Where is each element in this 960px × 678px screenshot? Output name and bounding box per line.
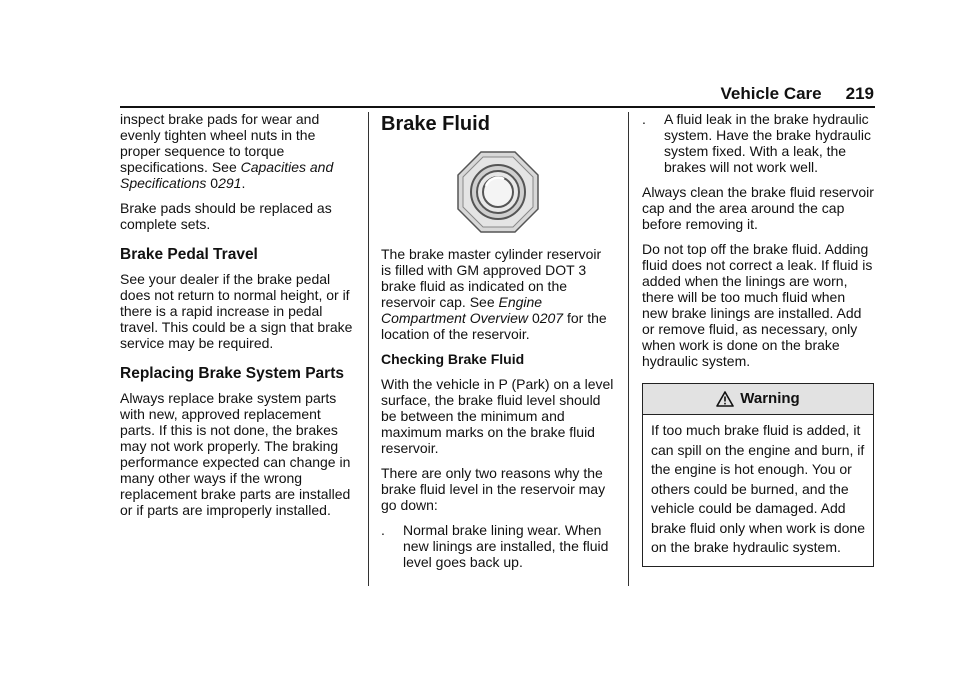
clean-cap-paragraph: Always clean the brake fluid reservoir cap and the area around the cap before removing it.	[642, 184, 874, 232]
brake-pad-paragraph: inspect brake pads for wear and evenly tighten wheel nuts in the proper sequence to torque specifications. See Capacities and Specifications 0291.	[120, 111, 334, 191]
replacing-parts-paragraph: Always replace brake system parts with new, approved replacement parts. If this is not done, the brakes may not work properly. The braking performance expected can change in many other ways if the wrong replacement brake parts are installed or if parts are improperly installed.	[120, 390, 351, 518]
column-3	[642, 108, 874, 567]
engine-compartment-link[interactable]: Engine Compartment Overview	[381, 294, 543, 326]
page-ref-glyph: 0	[210, 175, 219, 191]
column-2	[381, 108, 615, 579]
warning-header	[643, 384, 873, 415]
column-divider-1	[368, 112, 369, 586]
checking-paragraph: With the vehicle in P (Park) on a level surface, the brake fluid level should be between the minimum and maximum marks on the brake fluid reservoir.	[381, 376, 614, 456]
brake-pads-sets-paragraph: Brake pads should be replaced as complete sets.	[120, 200, 332, 232]
top-off-paragraph: Do not top off the brake fluid. Adding fluid does not correct a leak. If fluid is added when the linings are worn, there will be too much fluid when new brake linings are installed. Add or remove fluid, as necessary, only when work is done on the brake hydraulic system.	[642, 241, 873, 369]
brake-fluid-cap-icon	[456, 150, 540, 234]
bullet-item-2: . A fluid leak in the brake hydraulic system. Have the brake hydraulic system fixed. With a leak, the brakes will not work well.	[642, 111, 871, 175]
page-ref-291[interactable]: 291	[218, 175, 242, 191]
column-divider-2	[628, 112, 629, 586]
warning-box	[642, 383, 874, 567]
heading-brake-pedal-travel: Brake Pedal Travel	[120, 246, 258, 263]
warning-text: If too much brake fluid is added, it can spill on the engine and burn, if the engine is hot enough. You or others could be burned, and the vehicle could be damaged. Add brake fluid only when work is done on the brake hydraulic system.	[651, 422, 866, 555]
section-title: Vehicle Care	[720, 84, 822, 103]
bullet-glyph: .	[642, 111, 646, 127]
reservoir-paragraph: The brake master cylinder reservoir is filled with GM approved DOT 3 brake fluid as indicated on the reservoir cap. See Engine Compartment Overview 0207 for the location of the reservoir.	[381, 246, 607, 342]
warning-title: Warning	[740, 390, 800, 407]
page-ref-glyph: 0	[531, 310, 540, 326]
column-1	[120, 108, 356, 527]
brake-pedal-paragraph: See your dealer if the brake pedal does not return to normal height, or if there is a rapid increase in pedal travel. This could be a sign that brake service may be required.	[120, 271, 353, 351]
bullet-glyph: .	[381, 522, 385, 538]
heading-replacing-parts: Replacing Brake System Parts	[120, 365, 344, 382]
page-ref-207[interactable]: 207	[539, 310, 564, 326]
heading-brake-fluid: Brake Fluid	[381, 113, 490, 135]
reasons-paragraph: There are only two reasons why the brake fluid level in the reservoir may go down:	[381, 465, 606, 513]
page-number: 219	[845, 84, 874, 103]
warning-icon	[716, 391, 734, 407]
page-header	[721, 84, 875, 104]
bullet-item-1: . Normal brake lining wear. When new linings are installed, the fluid level goes back up.	[381, 522, 609, 570]
capacities-link[interactable]: Capacities and Specifications	[120, 159, 334, 191]
heading-checking-brake-fluid: Checking Brake Fluid	[381, 351, 525, 367]
